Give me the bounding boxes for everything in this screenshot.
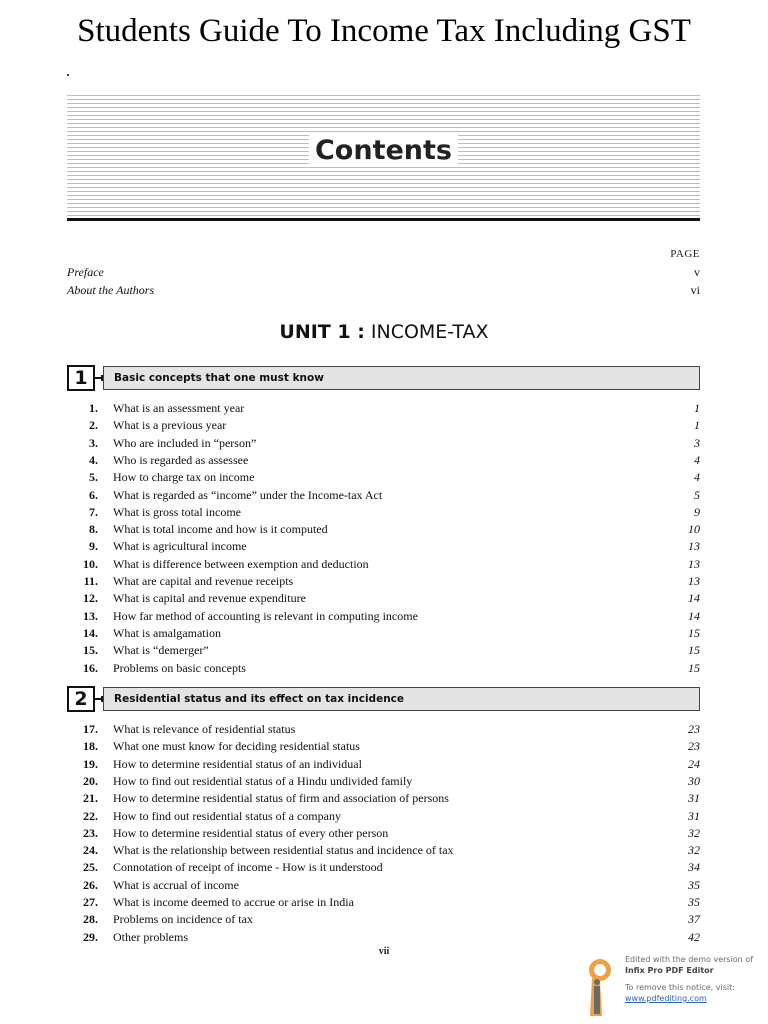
entry-number: 23. [83,825,98,840]
entry-title: What is income deemed to accrue or arise in India [113,895,354,909]
page-column-header: PAGE [670,248,700,260]
chapter-header[interactable] [67,686,700,712]
entry-number: 27. [83,895,98,909]
entry-page: 31 [688,791,700,806]
front-matter-page: v [694,265,700,279]
toc-entry[interactable] [67,756,700,773]
entry-number: 21. [83,791,98,806]
entry-page: 37 [688,912,700,927]
stray-mark [67,74,69,76]
watermark-line-2: Infix Pro PDF Editor [625,966,714,975]
front-matter-label: Preface [67,265,104,279]
entry-page: 32 [688,825,700,840]
pdf-editor-watermark [578,952,764,1022]
toc-entry[interactable] [67,469,700,486]
entry-title: What is agricultural income [113,539,247,554]
entry-page: 10 [688,522,700,537]
entry-page: 5 [694,487,700,502]
toc-entry[interactable] [67,504,700,521]
toc-entry[interactable] [67,400,700,417]
toc-entry[interactable] [67,521,700,538]
toc-entry[interactable] [67,911,700,928]
entry-number: 20. [83,773,98,788]
entry-title: Problems on basic concepts [113,660,246,675]
toc-entry[interactable] [67,859,700,876]
entry-title: How to charge tax on income [113,470,255,485]
entry-title: How far method of accounting is relevant in computing income [113,608,418,623]
entry-page: 23 [688,722,700,736]
entry-page: 4 [694,452,700,467]
chapter-title: Basic concepts that one must know [103,366,700,390]
entry-title: What is amalgamation [113,625,221,640]
toc-entry[interactable] [67,573,700,590]
toc-entry[interactable] [67,825,700,842]
entry-page: 42 [688,929,700,944]
entry-title: Other problems [113,929,188,944]
entry-page: 4 [694,470,700,485]
entry-title: What is total income and how is it computed [113,522,328,537]
entry-number: 13. [83,608,98,623]
entry-page: 35 [688,895,700,909]
toc-entry[interactable] [67,538,700,555]
toc-entry[interactable] [67,417,700,434]
contents-heading: Contents [309,135,458,166]
entry-title: What is difference between exemption and deduction [113,556,369,571]
entry-title: What is accrual of income [113,877,239,892]
entry-number: 2. [89,418,98,433]
entry-number: 17. [83,722,98,736]
entry-page: 14 [688,591,700,606]
entry-title: What one must know for deciding residential status [113,739,360,754]
entry-title: What is the relationship between residential status and incidence of tax [113,843,454,858]
entry-page: 23 [688,739,700,754]
entry-title: How to find out residential status of a company [113,808,341,823]
entry-page: 30 [688,773,700,788]
front-matter-item[interactable] [67,264,700,281]
banner-rule [67,218,700,221]
toc-entry[interactable] [67,625,700,642]
entry-title: What is a previous year [113,418,227,433]
entry-title: What is relevance of residential status [113,722,296,736]
toc-entry[interactable] [67,608,700,625]
toc-entry[interactable] [67,738,700,755]
entry-number: 24. [83,843,98,858]
entry-number: 22. [83,808,98,823]
toc-entry[interactable] [67,894,700,911]
entry-number: 28. [83,912,98,927]
toc-entry[interactable] [67,487,700,504]
front-matter-item[interactable] [67,282,700,299]
entry-title: What is capital and revenue expenditure [113,591,306,606]
page-folio: vii [378,946,390,957]
entry-number: 6. [89,487,98,502]
entry-title: What is “demerger” [113,643,209,658]
toc-entry[interactable] [67,556,700,573]
entry-title: What is gross total income [113,504,241,519]
entry-title: What are capital and revenue receipts [113,574,294,588]
entry-page: 14 [688,608,700,623]
entry-page: 13 [688,574,700,588]
chapter-connector [95,698,103,700]
entry-number: 14. [83,625,98,640]
unit-prefix: UNIT 1 : [279,321,365,343]
entry-page: 13 [688,556,700,571]
entry-page: 15 [688,625,700,640]
entry-number: 25. [83,860,98,875]
entry-page: 34 [688,860,700,875]
entry-title: Who are included in “person” [113,435,257,450]
front-matter-page: vi [690,283,700,297]
toc-entry[interactable] [67,808,700,825]
entry-page: 1 [694,418,700,433]
entry-number: 10. [83,556,98,571]
entry-page: 15 [688,643,700,658]
entry-title: What is an assessment year [113,401,245,415]
entry-page: 1 [694,401,700,415]
entry-number: 12. [83,591,98,606]
entry-title: How to determine residential status of an individual [113,756,362,771]
document-title: Students Guide To Income Tax Including GST [77,13,691,49]
watermark-line-1: Edited with the demo version of [625,955,754,964]
entry-page: 35 [688,877,700,892]
entry-title: Problems on incidence of tax [113,912,253,927]
chapter-header[interactable] [67,365,700,391]
entry-number: 15. [83,643,98,658]
entry-number: 11. [83,574,98,588]
toc-entry[interactable] [67,590,700,607]
toc-entry[interactable] [67,642,700,659]
watermark-line-3: To remove this notice, visit: [625,983,735,992]
toc-entry[interactable] [67,452,700,469]
entry-number: 26. [83,877,98,892]
toc-entry[interactable] [67,773,700,790]
entry-title: How to determine residential status of firm and association of persons [113,791,449,806]
entry-title: Who is regarded as assessee [113,452,249,467]
infix-logo-icon [578,956,624,1020]
entry-page: 15 [688,660,700,675]
chapter-number: 2 [67,686,95,712]
unit-heading [0,318,768,346]
entry-page: 31 [688,808,700,823]
toc-entry[interactable] [67,877,700,894]
watermark-url-link[interactable]: www.pdfediting.com [625,994,707,1003]
entry-number: 19. [83,756,98,771]
entry-title: What is regarded as “income” under the Income-tax Act [113,487,383,502]
entry-number: 16. [83,660,98,675]
entry-number: 9. [89,539,98,554]
entry-page: 32 [688,843,700,858]
entry-page: 3 [694,435,700,450]
entry-number: 18. [83,739,98,754]
chapter-connector [95,377,103,379]
toc-entry[interactable] [67,660,700,677]
entry-number: 29. [83,929,98,944]
toc-entry[interactable] [67,435,700,452]
entry-title: Connotation of receipt of income - How is it understood [113,860,383,875]
front-matter-label: About the Authors [67,283,155,297]
toc-entry[interactable] [67,790,700,807]
entry-title: How to determine residential status of every other person [113,825,389,840]
entry-page: 13 [688,539,700,554]
toc-entry[interactable] [67,929,700,946]
entry-title: How to find out residential status of a Hindu undivided family [113,773,413,788]
chapter-title: Residential status and its effect on tax incidence [103,687,700,711]
entry-number: 7. [89,504,98,519]
chapter-number: 1 [67,365,95,391]
entry-number: 1. [89,401,98,415]
contents-banner [67,92,700,216]
entry-number: 5. [89,470,98,485]
entry-number: 4. [89,452,98,467]
toc-entry[interactable] [67,721,700,738]
toc-entry[interactable] [67,842,700,859]
entry-number: 3. [89,435,98,450]
entry-page: 9 [694,504,700,519]
unit-name: INCOME-TAX [370,321,489,343]
entry-page: 24 [688,756,700,771]
entry-number: 8. [89,522,98,537]
